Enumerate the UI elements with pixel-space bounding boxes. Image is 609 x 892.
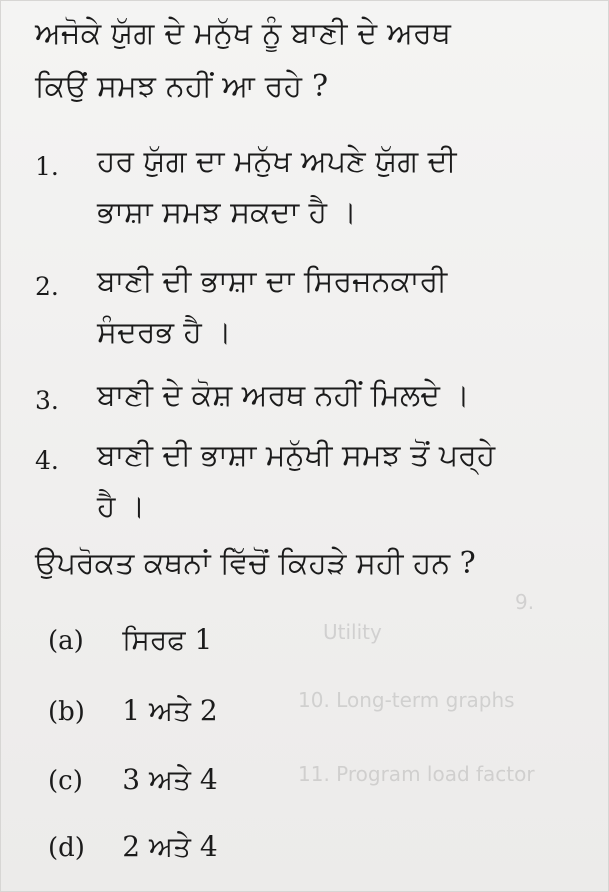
statement-line: ਸੰਦਰਭ ਹੈ । (97, 315, 232, 351)
statement-text (97, 144, 567, 247)
option-c[interactable] (48, 763, 218, 797)
statement-number: 2. (35, 272, 59, 301)
statement-line: ਬਾਣੀ ਦੀ ਭਾਸ਼ਾ ਮਨੁੱਖੀ ਸਮਝ ਤੋਂ ਪਰ੍ਹੇ (97, 438, 496, 473)
statement-3 (35, 378, 570, 428)
bleed-through-text-3: 10. Long-term graphs (298, 688, 515, 712)
statement-number: 1. (35, 152, 59, 181)
statement-4 (35, 438, 570, 548)
statement-text (97, 378, 567, 429)
statement-line: ਹਰ ਯੁੱਗ ਦਾ ਮਨੁੱਖ ਅਪਣੇ ਯੁੱਗ ਦੀ (97, 144, 457, 179)
bleed-through-text-4: 11. Program load factor (298, 762, 535, 786)
bleed-through-text-1: 9. (515, 590, 535, 614)
question-stem (35, 16, 575, 123)
statement-number: 3. (35, 386, 59, 415)
option-a[interactable] (48, 623, 212, 657)
option-label: (b) (48, 697, 85, 727)
statement-number: 4. (35, 446, 59, 475)
statement-text (97, 438, 567, 541)
option-label: (c) (48, 766, 83, 796)
option-b[interactable] (48, 694, 218, 728)
bleed-through-text-2: Utility (323, 620, 382, 644)
option-text: 3 ਅਤੇ 4 (122, 763, 218, 796)
statement-1 (35, 144, 570, 264)
option-text: 1 ਅਤੇ 2 (122, 694, 218, 727)
statement-text (97, 264, 567, 367)
statement-line: ਬਾਣੀ ਦੇ ਕੋਸ਼ ਅਰਥ ਨਹੀਂ ਮਿਲਦੇ । (97, 378, 470, 413)
statement-line: ਬਾਣੀ ਦੀ ਭਾਸ਼ਾ ਦਾ ਸਿਰਜਨਕਾਰੀ (97, 264, 448, 299)
option-label: (a) (48, 626, 84, 656)
statement-line: ਹੈ । (97, 489, 146, 525)
option-d[interactable] (48, 830, 218, 864)
stem-line-1: ਅਜੋਕੇ ਯੁੱਗ ਦੇ ਮਨੁੱਖ ਨੂੰ ਬਾਣੀ ਦੇ ਅਰਥ (35, 16, 452, 51)
option-label: (d) (48, 833, 85, 863)
option-text: ਸਿਰਫ 1 (122, 623, 213, 656)
stem-line-2: ਕਿਉਂ ਸਮਝ ਨਹੀਂ ਆ ਰਹੇ ? (35, 69, 329, 105)
statement-2 (35, 264, 570, 374)
option-text: 2 ਅਤੇ 4 (122, 830, 218, 863)
statement-line: ਭਾਸ਼ਾ ਸਮਝ ਸਕਦਾ ਹੈ । (97, 195, 357, 231)
question-prompt: ਉਪਰੋਕਤ ਕਥਨਾਂ ਵਿੱਚੋਂ ਕਿਹੜੇ ਸਹੀ ਹਨ ? (35, 546, 476, 581)
